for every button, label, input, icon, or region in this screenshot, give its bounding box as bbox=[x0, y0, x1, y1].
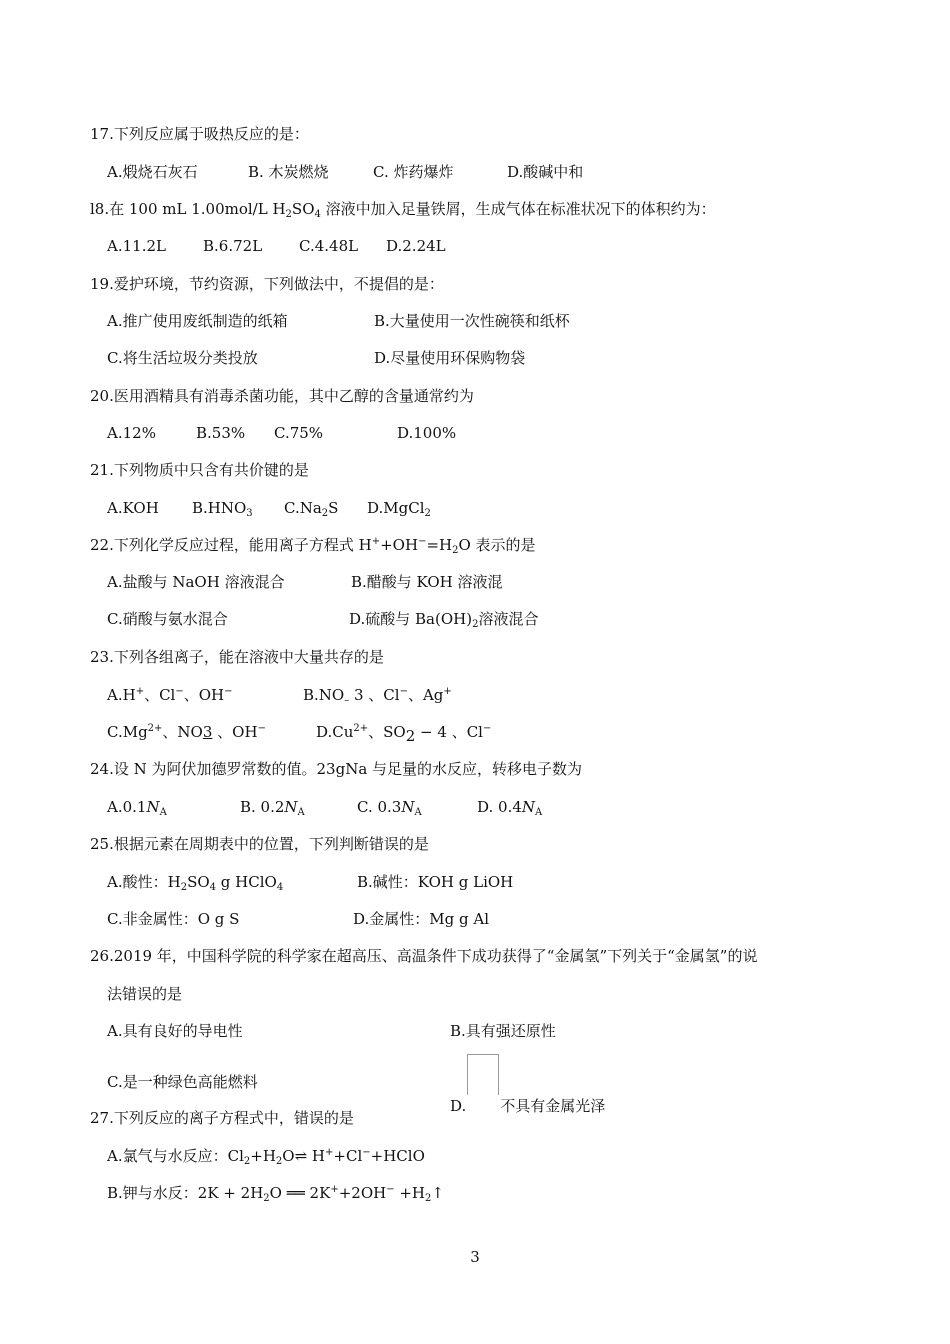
option-a: A.煅烧石灰石 bbox=[107, 163, 198, 181]
option-b: B.大量使用一次性碗筷和纸杯 bbox=[374, 312, 570, 330]
option-d: D.硫酸与 $Ba(OH)_2$溶液混合 bbox=[349, 610, 539, 630]
option-d: D.MgCl$_2$ bbox=[367, 499, 431, 519]
option-d: $D.Cu^{2+}$、$SO_2 - 4$ 、Cl− bbox=[316, 723, 492, 745]
option-a: A.12% bbox=[107, 424, 156, 442]
option-b: B.6.72L bbox=[203, 237, 263, 255]
question-21-stem: 21.下列物质中只含有共价键的是 bbox=[90, 461, 309, 479]
question-20-stem: 20.医用酒精具有消毒杀菌功能，其中乙醇的含量通常约为 bbox=[90, 387, 474, 405]
option-b: B.53% bbox=[196, 424, 246, 442]
question-26-stem-line1: 26.2019 年，中国科学院的科学家在超高压、高温条件下成功获得了“金属氢”下列关于“金属氢”的说 bbox=[90, 947, 758, 965]
question-19-stem: 19.爱护环境，节约资源，下列做法中，不提倡的是： bbox=[90, 275, 444, 293]
option-c: $C.Na_2S$ bbox=[284, 499, 339, 519]
option-b: $B.HNO_3$ bbox=[192, 499, 253, 519]
option-c: C.硝酸与氨水混合 bbox=[107, 610, 228, 628]
page-number: 3 bbox=[470, 1248, 480, 1266]
option-c: C.非金属性：O g S bbox=[107, 910, 240, 928]
question-23-stem: 23.下列各组离子，能在溶液中大量共存的是 bbox=[90, 648, 384, 666]
option-d: D. $0.4N_A$ bbox=[477, 798, 543, 818]
option-d: D.2.24L bbox=[386, 237, 446, 255]
question-24-stem: 24.设 N 为阿伏加德罗常数的值。23gNa 与足量的水反应，转移电子数为 bbox=[90, 760, 583, 778]
option-b: B.醋酸与 KOH 溶液混 bbox=[351, 573, 503, 591]
option-c: C. $0.3N_A$ bbox=[357, 798, 422, 818]
option-b: B.具有强还原性 bbox=[450, 1022, 556, 1040]
option-d: D.金属性：Mg g Al bbox=[353, 910, 489, 928]
question-27-stem: 27.下列反应的离子方程式中，错误的是 bbox=[90, 1109, 354, 1127]
option-c: C.是一种绿色高能燃料 bbox=[107, 1073, 258, 1091]
option-b: B.碱性：KOH g LiOH bbox=[357, 873, 514, 891]
option-a: $A.0.1N_A$ bbox=[107, 798, 167, 818]
option-c: C. 炸药爆炸 bbox=[373, 163, 454, 181]
question-22-stem: 22.下列化学反应过程，能用离子方程式 $H^++OH^-=H_2O$ 表示的是 bbox=[90, 536, 536, 556]
option-c: C.4.48L bbox=[299, 237, 359, 255]
option-d: D.100% bbox=[397, 424, 457, 442]
option-c: C.将生活垃圾分类投放 bbox=[107, 349, 258, 367]
option-c: C.75% bbox=[274, 424, 324, 442]
option-a: A.11.2L bbox=[107, 237, 166, 255]
question-25-stem: 25.根据元素在周期表中的位置，下列判断错误的是 bbox=[90, 835, 429, 853]
option-b: B. 木炭燃烧 bbox=[248, 163, 329, 181]
question-18-stem: l8.在 100 mL 1.00mol/L $H_2SO_4$ 溶液中加入足量铁屑，生成气体在标准状况下的体积约为： bbox=[90, 200, 716, 220]
option-d: D.酸碱中和 bbox=[507, 163, 584, 181]
question-17-stem: 17.下列反应属于吸热反应的是： bbox=[90, 125, 309, 143]
question-27-option-b: B.钾与水反：$2K + 2H_2O$ ══ $2K^++2OH^- +H_2↑$ bbox=[107, 1184, 444, 1204]
option-a: A.盐酸与 NaOH 溶液混合 bbox=[107, 573, 285, 591]
option-a: A.推广使用废纸制造的纸箱 bbox=[107, 312, 288, 330]
option-a: A.酸性：$H_2SO_4$ g HClO$_4$ bbox=[107, 873, 284, 893]
question-26-stem-line2: 法错误的是 bbox=[107, 985, 183, 1003]
option-a: A.KOH bbox=[107, 499, 159, 517]
option-b: B. $0.2N_A$ bbox=[240, 798, 305, 818]
question-27-option-a: A.氯气与水反应：$Cl_2+H_2O\rightleftharpoons$ H++Cl−+HClO bbox=[107, 1147, 425, 1167]
image-placeholder-box bbox=[467, 1054, 499, 1095]
option-a: A.H+、Cl−、OH− bbox=[107, 686, 233, 704]
option-c: $C.Mg^{2+}$、NO3 、OH− bbox=[107, 723, 266, 741]
option-d: D.尽量使用环保购物袋 bbox=[374, 349, 526, 367]
option-b: $B.NO_-$ 3 、Cl−、Ag+ bbox=[303, 686, 452, 706]
option-d: D. 不具有金属光泽 bbox=[450, 1072, 605, 1116]
option-a: A.具有良好的导电性 bbox=[107, 1022, 243, 1040]
